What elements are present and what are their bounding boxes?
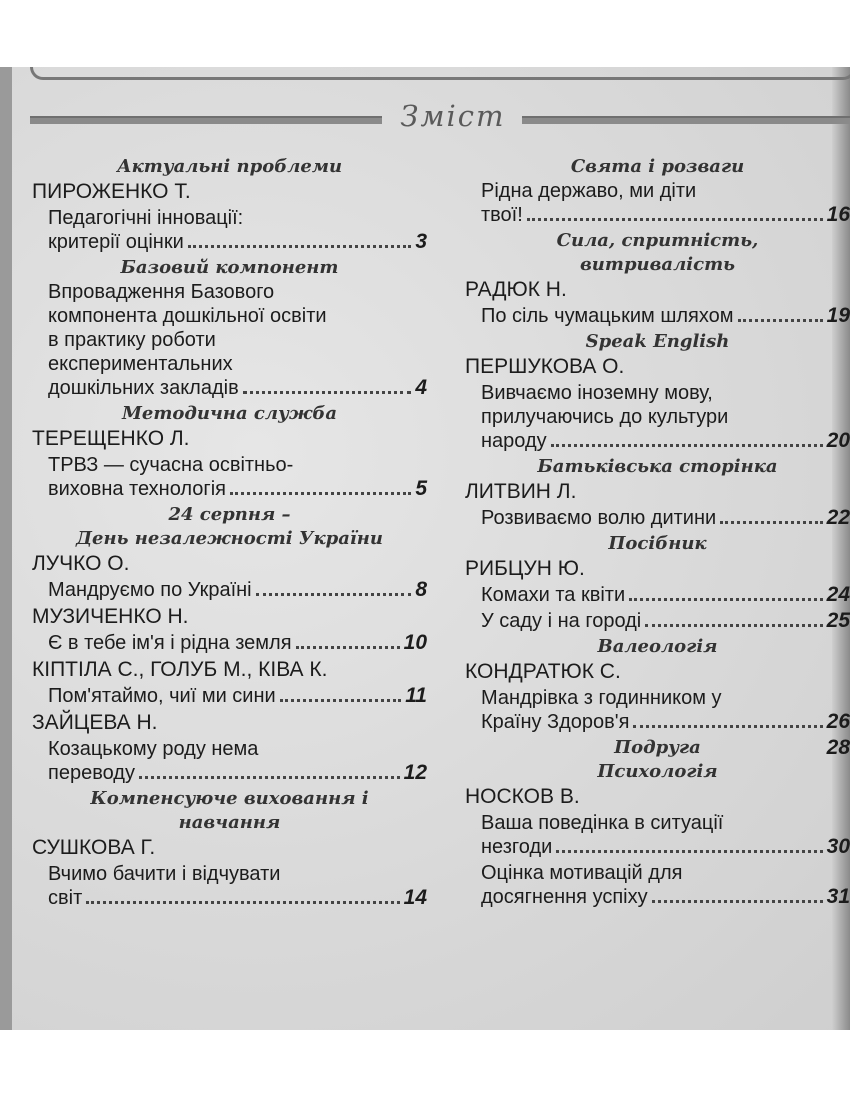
article-title-line: виховна технологія xyxy=(48,478,226,500)
dot-leader xyxy=(256,593,412,596)
author-name: ТЕРЕЩЕНКО Л. xyxy=(32,427,190,450)
article-entry xyxy=(481,179,850,227)
article-title-line: Педагогічні інновації: xyxy=(48,207,244,229)
article-title-line: критерії оцінки xyxy=(48,231,184,253)
contents-section xyxy=(32,402,427,501)
author-name: ЛУЧКО О. xyxy=(32,552,130,575)
contents-section xyxy=(32,787,427,910)
article-title-line: Вчимо бачити і відчувати xyxy=(48,863,281,885)
contents-section xyxy=(32,155,427,254)
article-title-line: По сіль чумацьким шляхом xyxy=(481,305,734,327)
article-title-line: Мандруємо по Україні xyxy=(48,579,252,601)
article-entry xyxy=(481,506,850,530)
page-number: 14 xyxy=(403,886,427,909)
dot-leader xyxy=(230,492,411,495)
article-entry xyxy=(48,453,427,501)
article-title-line: Вивчаємо іноземну мову, xyxy=(481,382,713,404)
dot-leader xyxy=(139,776,400,779)
article-title-line: Козацькому роду нема xyxy=(48,738,259,760)
article-entry xyxy=(48,684,427,708)
contents-section xyxy=(465,330,850,453)
author-name: ЛИТВИН Л. xyxy=(465,480,577,503)
article-title-line: У саду і на городі xyxy=(481,610,642,632)
section-heading: Батьківська сторінка xyxy=(537,456,778,477)
section-heading: Сила, спритність, xyxy=(556,230,759,251)
article-title-line: Є в тебе ім'я і рідна земля xyxy=(48,632,292,654)
author-name: НОСКОВ В. xyxy=(465,785,580,808)
title-row xyxy=(30,99,850,139)
section-heading: День незалежності України xyxy=(76,528,383,549)
page-number: 31 xyxy=(826,885,850,908)
article-entry xyxy=(481,381,850,453)
article-title-last-line xyxy=(48,761,427,785)
contents-section xyxy=(465,532,850,633)
author-name: РАДЮК Н. xyxy=(465,278,567,301)
page-number: 30 xyxy=(826,835,850,858)
dot-leader xyxy=(738,319,823,322)
section-heading: Актуальні проблеми xyxy=(116,156,343,177)
contents-section xyxy=(32,710,427,785)
article-entry xyxy=(48,737,427,785)
article-title-line: досягнення успіху xyxy=(481,886,648,908)
top-frame-rule xyxy=(30,67,850,80)
article-title-line: дошкільних закладів xyxy=(48,377,239,399)
page-number: 16 xyxy=(826,203,850,226)
dot-leader xyxy=(652,900,823,903)
dot-leader xyxy=(720,521,822,524)
article-entry xyxy=(48,206,427,254)
section-heading-row xyxy=(465,736,850,760)
article-title-last-line xyxy=(48,376,427,400)
article-title-last-line xyxy=(48,886,427,910)
section-heading: навчання xyxy=(178,812,281,833)
contents-section xyxy=(465,635,850,734)
title-bar-right xyxy=(522,116,850,124)
author-name: КІПТІЛА С., ГОЛУБ М., КІВА К. xyxy=(32,658,328,681)
page-number: 5 xyxy=(415,477,427,500)
article-title-line: Мандрівка з годинником у xyxy=(481,687,722,709)
article-title-last-line xyxy=(48,477,427,501)
dot-leader xyxy=(527,218,823,221)
article-title-last-line xyxy=(481,304,850,328)
article-entry xyxy=(48,862,427,910)
article-entry xyxy=(48,280,427,400)
article-title-line: Впровадження Базового xyxy=(48,281,275,303)
dot-leader xyxy=(551,444,823,447)
page-number: 26 xyxy=(826,710,850,733)
contents-column-right xyxy=(465,155,850,911)
article-title-line: Країну Здоров'я xyxy=(481,711,630,733)
contents-section xyxy=(32,657,427,708)
page-number: 28 xyxy=(826,736,850,759)
page-number: 11 xyxy=(405,684,427,707)
author-name: РИБЦУН Ю. xyxy=(465,557,585,580)
section-heading: 24 серпня – xyxy=(168,504,291,525)
contents-section xyxy=(465,455,850,530)
article-title-line: переводу xyxy=(48,762,135,784)
section-heading: Методична служба xyxy=(121,403,337,424)
article-title-line: ТРВЗ — сучасна освітньо- xyxy=(48,454,294,476)
article-title-line: світ xyxy=(48,887,83,909)
section-heading: Валеологія xyxy=(597,636,718,657)
page-left-edge xyxy=(0,67,12,1030)
dot-leader xyxy=(86,901,399,904)
page-number: 3 xyxy=(415,230,427,253)
dot-leader xyxy=(629,598,823,601)
page-number: 19 xyxy=(826,304,850,327)
page-number: 20 xyxy=(826,429,850,452)
section-heading: Speak English xyxy=(585,331,730,352)
article-title-line: народу xyxy=(481,430,547,452)
section-heading: Свята і розваги xyxy=(570,156,745,177)
page-title: Зміст xyxy=(400,99,506,133)
title-bar-left xyxy=(30,116,382,124)
article-title-last-line xyxy=(481,885,850,909)
article-entry xyxy=(481,304,850,328)
contents-section xyxy=(465,229,850,328)
section-heading: Психологія xyxy=(597,761,718,782)
author-name: ПИРОЖЕНКО Т. xyxy=(32,180,191,203)
article-title-line: Пом'ятаймо, чиї ми сини xyxy=(48,685,276,707)
article-title-last-line xyxy=(481,710,850,734)
article-title-line: в практику роботи xyxy=(48,329,216,351)
article-title-line: Комахи та квіти xyxy=(481,584,626,606)
article-title-line: твої! xyxy=(481,204,523,226)
author-name: МУЗИЧЕНКО Н. xyxy=(32,605,189,628)
author-name: КОНДРАТЮК С. xyxy=(465,660,621,683)
dot-leader xyxy=(188,245,412,248)
contents-section xyxy=(32,503,427,602)
article-entry xyxy=(481,861,850,909)
page-number: 8 xyxy=(415,578,427,601)
article-title-last-line xyxy=(48,578,427,602)
page-number: 24 xyxy=(826,583,850,606)
article-title-last-line xyxy=(481,203,850,227)
dot-leader xyxy=(633,725,822,728)
dot-leader xyxy=(280,699,402,702)
dot-leader xyxy=(645,624,822,627)
page-number: 25 xyxy=(826,609,850,632)
author-name: СУШКОВА Г. xyxy=(32,836,156,859)
contents-section xyxy=(465,760,850,909)
article-title-line: Розвиваємо волю дитини xyxy=(481,507,717,529)
article-title-last-line xyxy=(48,631,427,655)
page-number: 22 xyxy=(826,506,850,529)
article-title-last-line xyxy=(481,506,850,530)
contents-section xyxy=(465,736,850,760)
article-title-line: Оцінка мотивацій для xyxy=(481,862,683,884)
section-heading: Базовий компонент xyxy=(120,257,339,278)
article-title-last-line xyxy=(48,684,427,708)
article-entry xyxy=(481,686,850,734)
contents-column-left xyxy=(32,155,427,912)
article-title-line: Ваша поведінка в ситуації xyxy=(481,812,724,834)
article-title-last-line xyxy=(481,609,850,633)
section-heading: Подруга xyxy=(614,737,701,758)
article-entry xyxy=(481,583,850,607)
author-name: ПЕРШУКОВА О. xyxy=(465,355,625,378)
article-title-line: незгоди xyxy=(481,836,553,858)
article-entry xyxy=(481,811,850,859)
article-title-line: експериментальних xyxy=(48,353,233,375)
dot-leader xyxy=(556,850,822,853)
author-name: ЗАЙЦЕВА Н. xyxy=(32,711,158,734)
article-title-line: Рідна державо, ми діти xyxy=(481,180,697,202)
article-title-line: компонента дошкільної освіти xyxy=(48,305,327,327)
article-entry xyxy=(48,631,427,655)
dot-leader xyxy=(296,646,400,649)
section-heading: Посібник xyxy=(608,533,707,554)
contents-section xyxy=(32,256,427,400)
section-heading: витривалість xyxy=(579,254,735,275)
article-entry xyxy=(481,609,850,633)
contents-section xyxy=(465,155,850,227)
page-number: 4 xyxy=(415,376,427,399)
article-title-last-line xyxy=(48,230,427,254)
article-title-last-line xyxy=(481,429,850,453)
page-scan xyxy=(0,67,850,1030)
article-title-last-line xyxy=(481,583,850,607)
contents-section xyxy=(32,604,427,655)
article-title-last-line xyxy=(481,835,850,859)
section-heading: Компенсуюче виховання і xyxy=(90,788,369,809)
article-entry xyxy=(48,578,427,602)
page-number: 12 xyxy=(403,761,427,784)
page-number: 10 xyxy=(403,631,427,654)
dot-leader xyxy=(243,391,412,394)
article-title-line: прилучаючись до культури xyxy=(481,406,729,428)
